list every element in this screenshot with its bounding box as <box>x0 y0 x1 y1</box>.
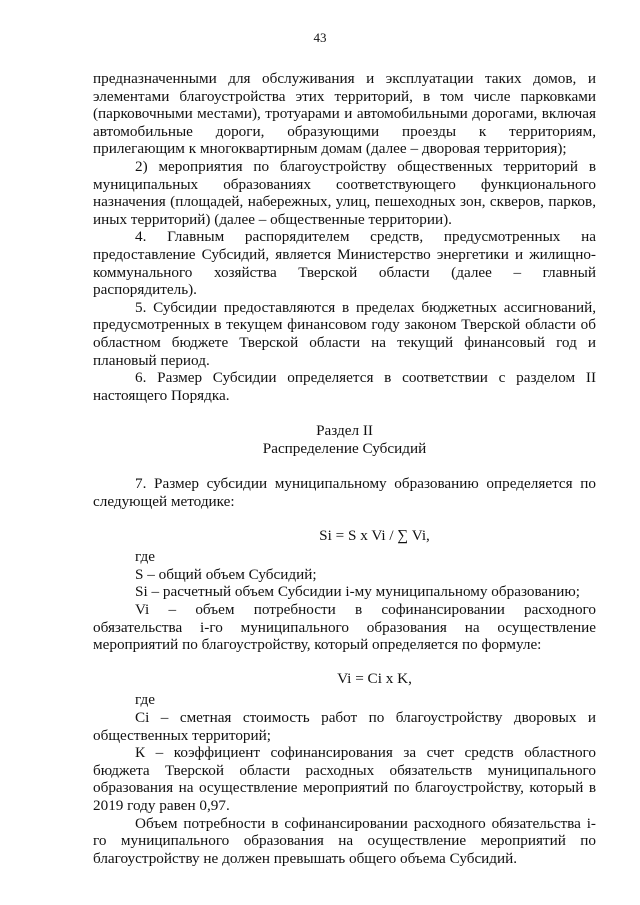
paragraph-item-4: 4. Главным распорядителем средств, предусмотренных на предоставление Субсидий, является Министерство энергетики и жилищно-коммунального хозяйства Тверской области (далее – главный распорядитель). <box>93 228 596 299</box>
paragraph-item-5: 5. Субсидии предоставляются в пределах бюджетных ассигнований, предусмотренных в текущем финансовом году законом Тверской области об областном бюджете Тверской области на текущий финансовый год и плановый период. <box>93 298 596 369</box>
definition-s: S – общий объем Субсидий; <box>135 565 317 583</box>
definition-vi: Vi – объем потребности в софинансировании расходного обязательства i-го муниципального образования на осуществление мероприятий по благоустройству, который определяется по формуле: <box>93 601 596 654</box>
where-label: где <box>135 548 155 566</box>
page-number: 43 <box>313 30 327 45</box>
paragraph-item-6: 6. Размер Субсидии определяется в соответствии с разделом II настоящего Порядка. <box>93 369 596 404</box>
definition-k: К – коэффициент софинансирования за счет средств областного бюджета Тверской области расходных обязательств муниципального образования на осуществление мероприятий по благоустройству, который в 2019 году равен 0,97. <box>93 744 596 814</box>
formula-vi: Vi = Ci x K, <box>337 669 412 687</box>
paragraph-item-7: 7. Размер субсидии муниципальному образованию определяется по следующей методике: <box>93 475 596 511</box>
paragraph-continuation: предназначенными для обслуживания и эксплуатации таких домов, и элементами благоустройства этих территорий, в том числе парковками (парковочными местами), тротуарами и автомобильными дорогами, включая автомобильные дороги, образующими проезды к территориям, прилегающим к многоквартирным домам (далее – дворовая территория); <box>93 70 596 158</box>
paragraph-limit: Объем потребности в софинансировании расходного обязательства i-го муниципального образования на осуществление мероприятий по благоустройству не должен превышать общего объема Субсидий. <box>93 814 596 867</box>
where-label-2: где <box>135 691 155 709</box>
definition-si: Si – расчетный объем Субсидии i-му муниципальному образованию; <box>135 583 580 601</box>
paragraph-item-2: 2) мероприятия по благоустройству общественных территорий в муниципальных образованиях соответствующего функционального назначения (площадей, набережных, улиц, пешеходных зон, скверов, парков, иных территорий) (далее – общественные территории). <box>93 157 596 228</box>
definition-ci: Ci – сметная стоимость работ по благоустройству дворовых и общественных территорий; <box>93 709 596 744</box>
section-title: Раздел II <box>316 422 373 440</box>
formula-si: Si = S x Vi / ∑ Vi, <box>319 526 430 544</box>
section-subtitle: Распределение Субсидий <box>262 439 427 457</box>
document-body <box>93 70 596 867</box>
